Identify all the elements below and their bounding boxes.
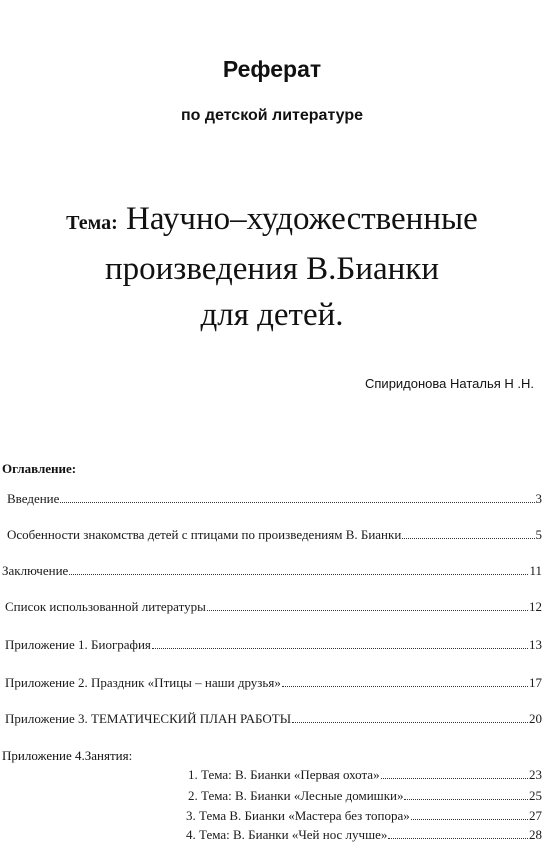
toc-entry-label: 2. Тема: В. Бианки «Лесные домишки» (188, 788, 404, 803)
document-title: Реферат (222, 56, 322, 82)
toc-entry-label: Введение (7, 491, 60, 506)
toc-leader-dots (404, 787, 528, 800)
toc-entry-page: 27 (529, 808, 542, 823)
toc-entry-page: 23 (529, 767, 542, 782)
toc-entry (5, 674, 542, 692)
toc-lesson-entry (188, 787, 542, 805)
toc-entry (2, 562, 542, 580)
topic-line-1 (0, 196, 544, 246)
toc-entry-label: Приложение 1. Биография (5, 637, 151, 652)
toc-entry-label: 4. Тема: В. Бианки «Чей нос лучше» (186, 827, 388, 842)
toc-leader-dots (402, 526, 534, 539)
topic-label: Тема: (66, 212, 118, 234)
toc-leader-dots (411, 807, 528, 820)
toc-lesson-entry (186, 807, 542, 825)
toc-entry-label: Заключение (2, 563, 69, 578)
toc-entry (5, 598, 542, 616)
toc-entry-label: Приложение 3. ТЕМАТИЧЕСКИЙ ПЛАН РАБОТЫ (5, 711, 292, 726)
toc-entry-label: Особенности знакомства детей с птицами по произведениям В. Бианки (7, 527, 402, 542)
toc-entry-page: 3 (535, 491, 542, 506)
toc-leader-dots (152, 636, 528, 649)
author-name: Спиридонова Наталья Н .Н. (365, 376, 534, 391)
toc-entry-label: 1. Тема: В. Бианки «Первая охота» (188, 767, 380, 782)
toc-lesson-entry (186, 826, 542, 844)
toc-entry-page: 25 (529, 788, 542, 803)
toc-entry-label: Приложение 2. Праздник «Птицы – наши друзья» (5, 675, 281, 690)
toc-entry (5, 636, 542, 654)
toc-entry-page: 11 (529, 563, 542, 578)
toc-entry (7, 526, 542, 544)
toc-leader-dots (69, 562, 528, 575)
toc-leader-dots (60, 490, 534, 503)
toc-entry (7, 490, 542, 508)
toc-lesson-entry (188, 766, 542, 784)
toc-leader-dots (282, 674, 528, 687)
topic-block (0, 196, 544, 338)
topic-line-3: для детей. (200, 297, 344, 333)
toc-entry-page: 13 (529, 637, 542, 652)
topic-line-2: произведения В.Бианки (104, 251, 439, 287)
toc-entry-page: 20 (529, 711, 542, 726)
toc-entry-label: 3. Тема В. Бианки «Мастера без топора» (186, 808, 410, 823)
toc-entry-page: 28 (529, 827, 542, 842)
toc-entry-page: 12 (529, 599, 542, 614)
toc-leader-dots (292, 710, 528, 723)
toc-leader-dots (388, 826, 528, 839)
toc-entry-page: 5 (535, 527, 542, 542)
document-subtitle: по детской литературе (180, 107, 364, 124)
topic-text-1: Научно–художественные (126, 201, 478, 237)
toc-entry-label: Список использованной литературы (5, 599, 206, 614)
toc-leader-dots (381, 766, 528, 779)
appendix-4-heading: Приложение 4.Занятия: (2, 748, 133, 763)
toc-leader-dots (207, 598, 528, 611)
toc-entry (5, 710, 542, 728)
toc-heading: Оглавление: (2, 461, 77, 476)
toc-entry-page: 17 (529, 675, 542, 690)
